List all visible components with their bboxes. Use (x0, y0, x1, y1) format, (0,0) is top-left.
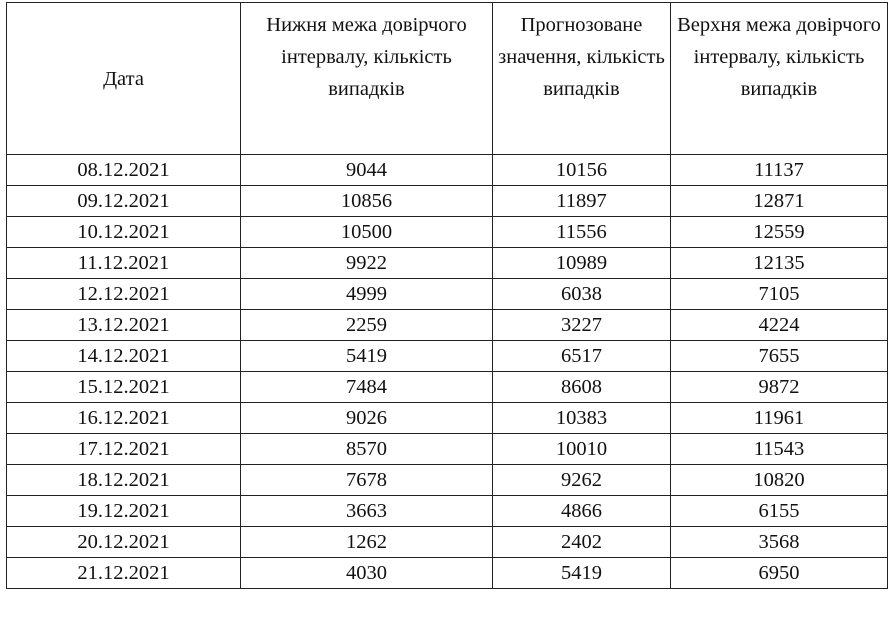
table-row (7, 558, 888, 589)
cell-lower-bound: 1262 (241, 527, 493, 558)
cell-date: 19.12.2021 (7, 496, 241, 527)
cell-forecast: 10989 (493, 248, 671, 279)
table-row (7, 341, 888, 372)
cell-upper-bound: 9872 (671, 372, 888, 403)
cell-upper-bound: 3568 (671, 527, 888, 558)
cell-upper-bound: 12135 (671, 248, 888, 279)
cell-upper-bound: 12559 (671, 217, 888, 248)
cell-date: 09.12.2021 (7, 186, 241, 217)
cell-date: 15.12.2021 (7, 372, 241, 403)
cell-date: 20.12.2021 (7, 527, 241, 558)
cell-lower-bound: 9026 (241, 403, 493, 434)
cell-forecast: 5419 (493, 558, 671, 589)
cell-upper-bound: 11961 (671, 403, 888, 434)
table-row (7, 217, 888, 248)
cell-forecast: 6038 (493, 279, 671, 310)
table-row (7, 465, 888, 496)
forecast-table (6, 2, 888, 589)
header-date: Дата (7, 3, 241, 155)
cell-upper-bound: 7105 (671, 279, 888, 310)
cell-date: 13.12.2021 (7, 310, 241, 341)
cell-date: 10.12.2021 (7, 217, 241, 248)
cell-forecast: 11897 (493, 186, 671, 217)
header-forecast: Прогнозоване значення, кількість випадків (493, 3, 671, 155)
cell-forecast: 6517 (493, 341, 671, 372)
cell-date: 17.12.2021 (7, 434, 241, 465)
cell-date: 14.12.2021 (7, 341, 241, 372)
cell-lower-bound: 7484 (241, 372, 493, 403)
cell-lower-bound: 10856 (241, 186, 493, 217)
cell-forecast: 8608 (493, 372, 671, 403)
cell-date: 21.12.2021 (7, 558, 241, 589)
cell-lower-bound: 9922 (241, 248, 493, 279)
header-row (7, 3, 888, 155)
cell-forecast: 10156 (493, 155, 671, 186)
cell-date: 08.12.2021 (7, 155, 241, 186)
cell-date: 18.12.2021 (7, 465, 241, 496)
table-row (7, 434, 888, 465)
table-header (7, 3, 888, 155)
cell-upper-bound: 12871 (671, 186, 888, 217)
cell-date: 11.12.2021 (7, 248, 241, 279)
cell-upper-bound: 6155 (671, 496, 888, 527)
cell-upper-bound: 11543 (671, 434, 888, 465)
cell-lower-bound: 5419 (241, 341, 493, 372)
cell-lower-bound: 3663 (241, 496, 493, 527)
table-row (7, 310, 888, 341)
cell-forecast: 11556 (493, 217, 671, 248)
cell-upper-bound: 7655 (671, 341, 888, 372)
cell-date: 16.12.2021 (7, 403, 241, 434)
cell-lower-bound: 10500 (241, 217, 493, 248)
cell-upper-bound: 4224 (671, 310, 888, 341)
cell-forecast: 10383 (493, 403, 671, 434)
table-row (7, 496, 888, 527)
cell-lower-bound: 4999 (241, 279, 493, 310)
cell-forecast: 10010 (493, 434, 671, 465)
table-row (7, 279, 888, 310)
table-row (7, 527, 888, 558)
cell-date: 12.12.2021 (7, 279, 241, 310)
cell-lower-bound: 8570 (241, 434, 493, 465)
cell-forecast: 4866 (493, 496, 671, 527)
cell-upper-bound: 6950 (671, 558, 888, 589)
cell-forecast: 2402 (493, 527, 671, 558)
header-lower-bound: Нижня межа довірчого інтервалу, кількість випадків (241, 3, 493, 155)
cell-upper-bound: 11137 (671, 155, 888, 186)
cell-lower-bound: 2259 (241, 310, 493, 341)
cell-upper-bound: 10820 (671, 465, 888, 496)
table-row (7, 155, 888, 186)
table-row (7, 372, 888, 403)
cell-lower-bound: 7678 (241, 465, 493, 496)
table-row (7, 186, 888, 217)
table-row (7, 403, 888, 434)
table-row (7, 248, 888, 279)
forecast-table-container (6, 2, 887, 589)
header-upper-bound: Верхня межа довірчого інтервалу, кількість випадків (671, 3, 888, 155)
cell-forecast: 3227 (493, 310, 671, 341)
cell-lower-bound: 9044 (241, 155, 493, 186)
table-body (7, 155, 888, 589)
cell-lower-bound: 4030 (241, 558, 493, 589)
cell-forecast: 9262 (493, 465, 671, 496)
